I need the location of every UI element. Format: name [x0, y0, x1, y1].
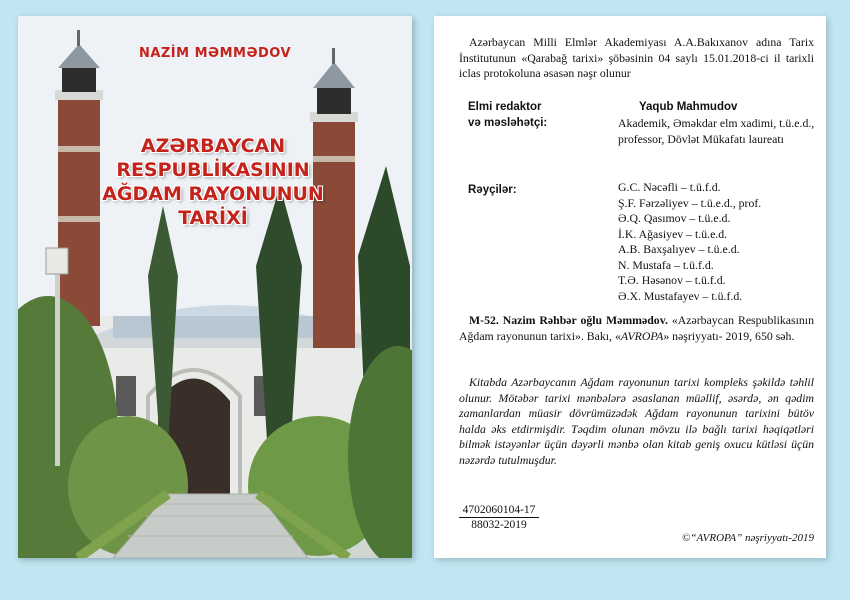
reviewer-item: T.Ə. Həsənov – t.ü.f.d.: [618, 273, 726, 287]
editor-description: Akademik, Əməkdar elm xadimi, t.ü.e.d., professor, Dövlət Mükafatı laureatı: [618, 116, 815, 146]
reviewer-item: Ə.X. Mustafayev – t.ü.f.d.: [618, 288, 743, 303]
reviewer-item: A.B. Baxşalıyev – t.ü.e.d.: [618, 242, 740, 256]
editor-label: [468, 100, 547, 131]
editor-label-line: və məsləhətçi:: [468, 116, 548, 129]
cover-title-line: TARİXİ: [178, 207, 248, 229]
reviewer-item: Ş.F. Fərzəliyev – t.ü.e.d., prof.: [618, 195, 762, 210]
title-verso-page: [434, 16, 826, 558]
publication-note-text: Azərbaycan Milli Elmlər Akademiyası A.A.Bakıxanov adına Tarix İnstitutunun «Qarabağ tarixi» şöbəsinin 04 saylı 15.01.2018-ci il tarixli iclas protokoluna əsasən nəşr olunur: [459, 35, 814, 80]
reviewer-item: N. Mustafa – t.ü.f.d.: [618, 257, 714, 272]
cover-photo-mosque: [18, 16, 412, 558]
annotation: [459, 375, 814, 468]
cover-title-line: RESPUBLİKASININ: [116, 159, 310, 181]
biblio-publisher: AVROPA: [620, 328, 664, 343]
cover-author: NAZİM MƏMMƏDOV: [138, 46, 292, 61]
reviewers-label: Rəyçilər:: [468, 184, 517, 196]
copyright-line: ©“AVROPA” nəşriyyatı-2019: [682, 532, 814, 544]
cover-title-line: AĞDAM RAYONUNUN: [102, 183, 324, 205]
code-numerator: 4702060104-17: [459, 503, 539, 518]
biblio-code: M-52. Nazim Rəhbər oğlu Məmmədov.: [469, 313, 668, 327]
publication-note: [459, 35, 814, 82]
reviewer-item: Ə.Q. Qasımov – t.ü.e.d.: [618, 211, 731, 225]
cover-title-line: AZƏRBAYCAN: [140, 135, 286, 157]
book-cover: [18, 16, 412, 558]
cover-title: [88, 134, 338, 230]
bibliographic-entry: [459, 313, 814, 344]
reviewer-item: G.C. Nəcəfli – t.ü.f.d.: [618, 180, 721, 194]
reviewers-list: [618, 180, 761, 304]
classification-codes: [459, 503, 539, 532]
editor-name: Yaqub Mahmudov: [639, 101, 738, 113]
editor-label-line: Elmi redaktor: [468, 101, 542, 113]
annotation-text: Kitabda Azərbaycanın Ağdam rayonunun tarixi kompleks şəkildə təhlil olunur. Mötəbər tarixi mənbələrə əsaslanan müəllif, əsərdə, ən qədim zamanlardan müasir dövrümüzədək Ağdam rayonunun tarixini bütöv halda əks etdirmişdir. Təqdim olunan mövzu ilə bağlı tarixi həqiqətləri bilmək istəyənlər üçün dəyərli mənbə olan kitab geniş oxucu kütləsi üçün nəzərdə tutulmuşdur.: [459, 375, 814, 467]
biblio-text-b: » nəşriyyatı- 2019, 650 səh.: [663, 328, 795, 343]
biblio-text-a: «Azərbaycan Respublikasının Ağdam rayonunun tarixi». Bakı, «: [459, 313, 814, 343]
code-denominator: 88032-2019: [471, 519, 527, 531]
reviewer-item: İ.K. Ağasiyev – t.ü.e.d.: [618, 226, 728, 241]
